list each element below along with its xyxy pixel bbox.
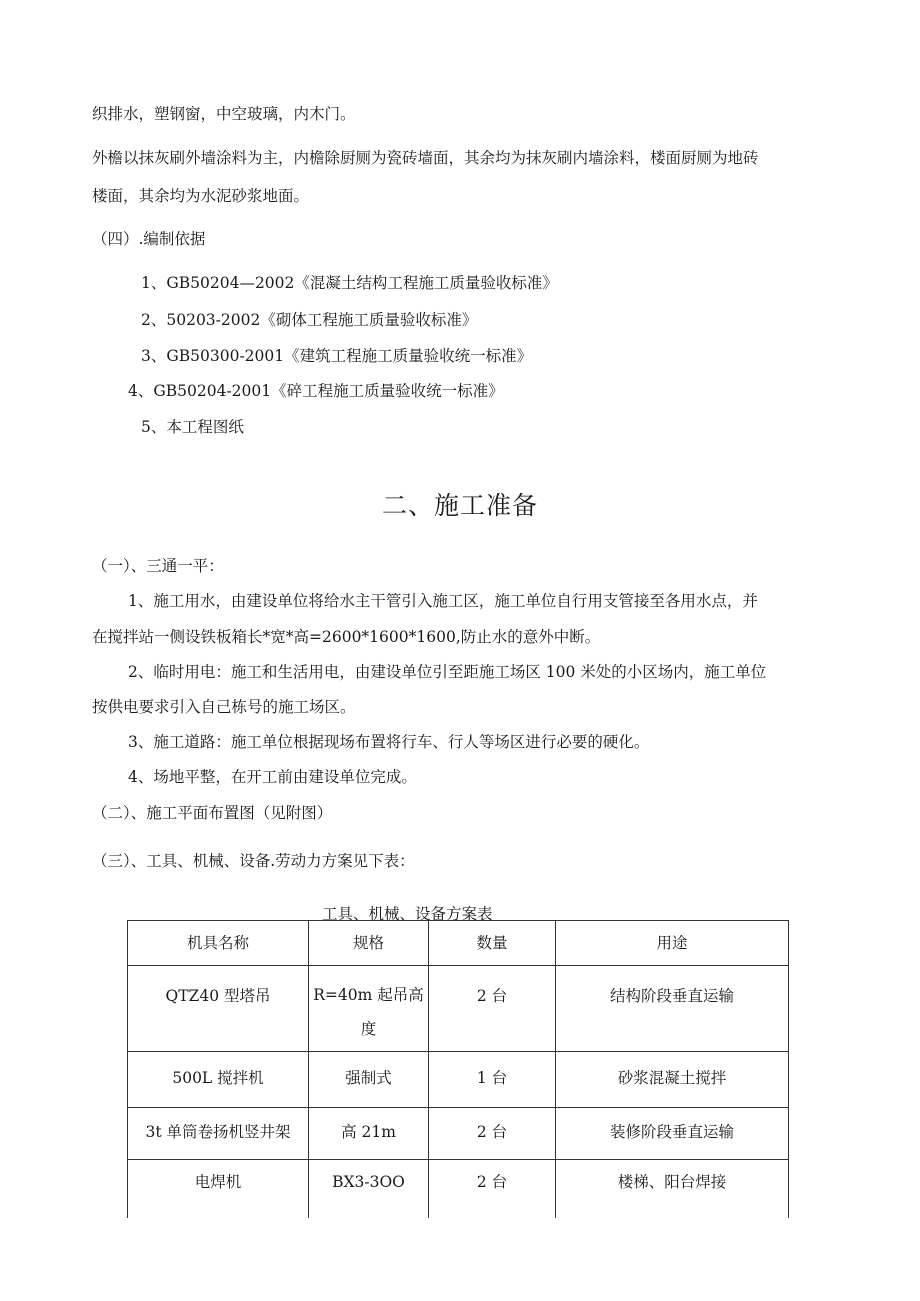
table-row: [128, 1052, 789, 1108]
table-header-cell: 机具名称: [128, 921, 309, 966]
prep-item-3: 3、施工道路：施工单位根据现场布置将行车、行人等场区进行必要的硬化。: [128, 733, 650, 751]
prep-heading-1: （一）、三通一平：: [92, 557, 224, 575]
table-row: [128, 1108, 789, 1160]
basis-item: 3、GB50300-2001《建筑工程施工质量验收统一标准》: [141, 347, 533, 365]
table-cell: 2 台: [429, 1108, 556, 1160]
prep-item-2-line1: 2、临时用电：施工和生活用电，由建设单位引至距施工场区 100 米处的小区场内，施工单位: [128, 663, 767, 681]
prep-heading-3: （三）、工具、机械、设备.劳动力方案见下表：: [92, 852, 415, 870]
paragraph-drainage: 织排水，塑钢窗，中空玻璃，内木门。: [92, 105, 356, 123]
table-cell: R=40m 起吊高度: [309, 966, 429, 1052]
table-header-cell: 数量: [429, 921, 556, 966]
prep-item-2-line2: 按供电要求引入自己栋号的施工场区。: [92, 698, 356, 716]
table-cell: 1 台: [429, 1052, 556, 1108]
table-cell: 砂浆混凝土搅拌: [556, 1052, 789, 1108]
section-title: 二、施工准备: [381, 491, 538, 520]
table-cell: 2 台: [429, 1160, 556, 1218]
table-row: [128, 1160, 789, 1218]
table-cell: 500L 搅拌机: [128, 1052, 309, 1108]
table-caption: 工具、机械、设备方案表: [322, 905, 493, 923]
table-cell: 强制式: [309, 1052, 429, 1108]
equipment-table: [127, 920, 789, 1218]
table-cell: QTZ40 型塔吊: [128, 966, 309, 1052]
table-cell: 电焊机: [128, 1160, 309, 1218]
basis-item: 1、GB50204—2002《混凝土结构工程施工质量验收标准》: [141, 274, 558, 292]
table-cell: 3t 单筒卷扬机竖井架: [128, 1108, 309, 1160]
table-header-cell: 用途: [556, 921, 789, 966]
paragraph-finishes-line2: 楼面，其余均为水泥砂浆地面。: [92, 187, 310, 205]
table-cell: 楼梯、阳台焊接: [556, 1160, 789, 1218]
table-cell: BX3-3OO: [309, 1160, 429, 1218]
paragraph-finishes-line1: 外檐以抹灰刷外墙涂料为主，内檐除厨厕为瓷砖墙面，其余均为抹灰刷内墙涂料，楼面厨厕为地砖: [92, 149, 759, 167]
basis-item: 5、本工程图纸: [141, 418, 244, 436]
table-header-row: [128, 921, 789, 966]
basis-item: 4、GB50204-2001《碎工程施工质量验收统一标准》: [128, 382, 504, 400]
prep-item-1-line1: 1、施工用水，由建设单位将给水主干管引入施工区，施工单位自行用支管接至各用水点，并: [128, 592, 758, 610]
basis-item: 2、50203-2002《砌体工程施工质量验收标准》: [141, 311, 478, 329]
table-cell: 高 21m: [309, 1108, 429, 1160]
prep-item-1-line2: 在搅拌站一侧设铁板箱长*宽*高=2600*1600*1600,防止水的意外中断。: [92, 628, 601, 646]
basis-heading: （四）.编制依据: [92, 230, 206, 248]
table-row: [128, 966, 789, 1052]
prep-item-4: 4、场地平整，在开工前由建设单位完成。: [128, 768, 417, 786]
table-header-cell: 规格: [309, 921, 429, 966]
table-cell: 装修阶段垂直运输: [556, 1108, 789, 1160]
table-cell: 2 台: [429, 966, 556, 1052]
table-cell: 结构阶段垂直运输: [556, 966, 789, 1052]
prep-heading-2: （二）、施工平面布置图（见附图）: [92, 804, 333, 822]
